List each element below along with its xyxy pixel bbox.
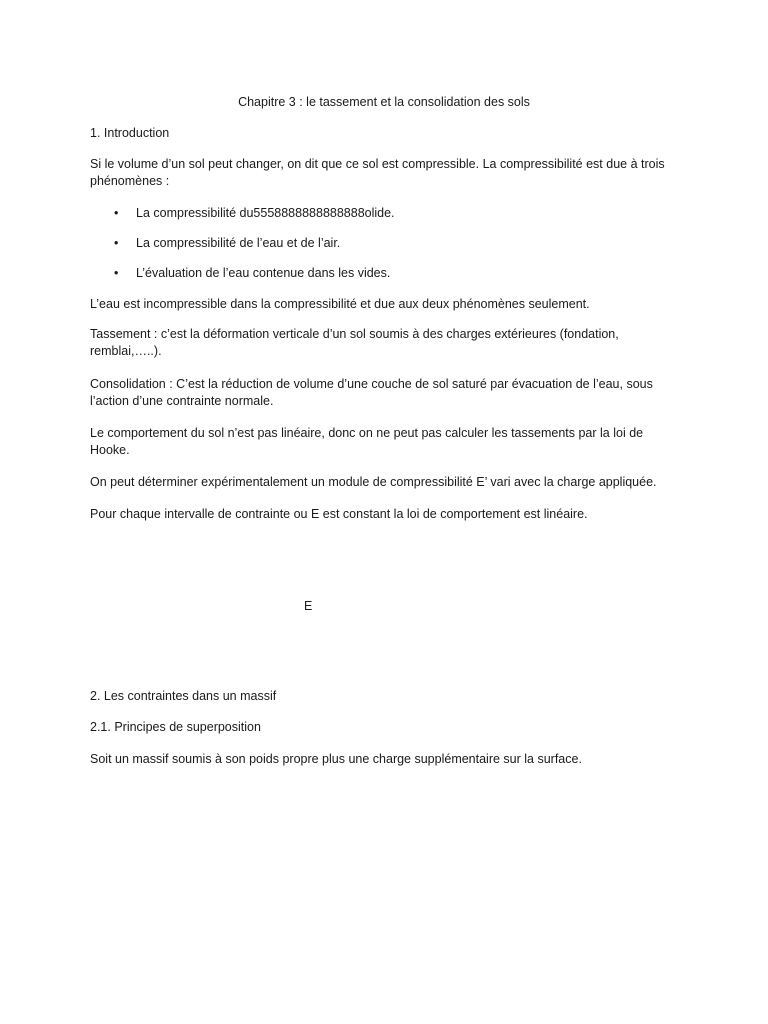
figure-label-e: E — [304, 599, 313, 613]
list-item-text: La compressibilité de l’eau et de l’air. — [136, 236, 341, 250]
paragraph-consolidation: Consolidation : C’est la réduction de volume d’une couche de sol saturé par évacuation de l’eau, sous l’action d’une contrainte normale. — [90, 377, 653, 408]
paragraph-module: On peut déterminer expérimentalement un module de compressibilité E’ vari avec la charge appliquée. — [90, 475, 657, 489]
paragraph-comportement: Le comportement du sol n’est pas linéaire, donc on ne peut pas calculer les tassements par la loi de Hooke. — [90, 426, 644, 457]
paragraph-incompressible: L’eau est incompressible dans la compressibilité et due aux deux phénomènes seulement. — [90, 297, 590, 311]
bullet-marker: • — [114, 206, 119, 220]
paragraph-intervalle: Pour chaque intervalle de contrainte ou E est constant la loi de comportement est linéaire. — [90, 507, 588, 521]
paragraph-intro: Si le volume d’un sol peut changer, on dit que ce sol est compressible. La compressibilité est due à trois phénomènes : — [90, 157, 665, 188]
bullet-marker: • — [114, 266, 119, 280]
section-heading-superposition: 2.1. Principes de superposition — [90, 720, 261, 734]
section-heading-introduction: 1. Introduction — [90, 126, 170, 140]
list-item-text: La compressibilité du5558888888888888olide. — [136, 206, 395, 220]
paragraph-tassement: Tassement : c’est la déformation verticale d’un sol soumis à des charges extérieures (fondation, remblai,…..). — [90, 327, 619, 358]
page-title: Chapitre 3 : le tassement et la consolidation des sols — [238, 95, 530, 109]
bullet-marker: • — [114, 236, 119, 250]
paragraph-massif: Soit un massif soumis à son poids propre plus une charge supplémentaire sur la surface. — [90, 752, 582, 766]
section-heading-contraintes: 2. Les contraintes dans un massif — [90, 689, 277, 703]
list-item-text: L’évaluation de l’eau contenue dans les vides. — [136, 266, 391, 280]
